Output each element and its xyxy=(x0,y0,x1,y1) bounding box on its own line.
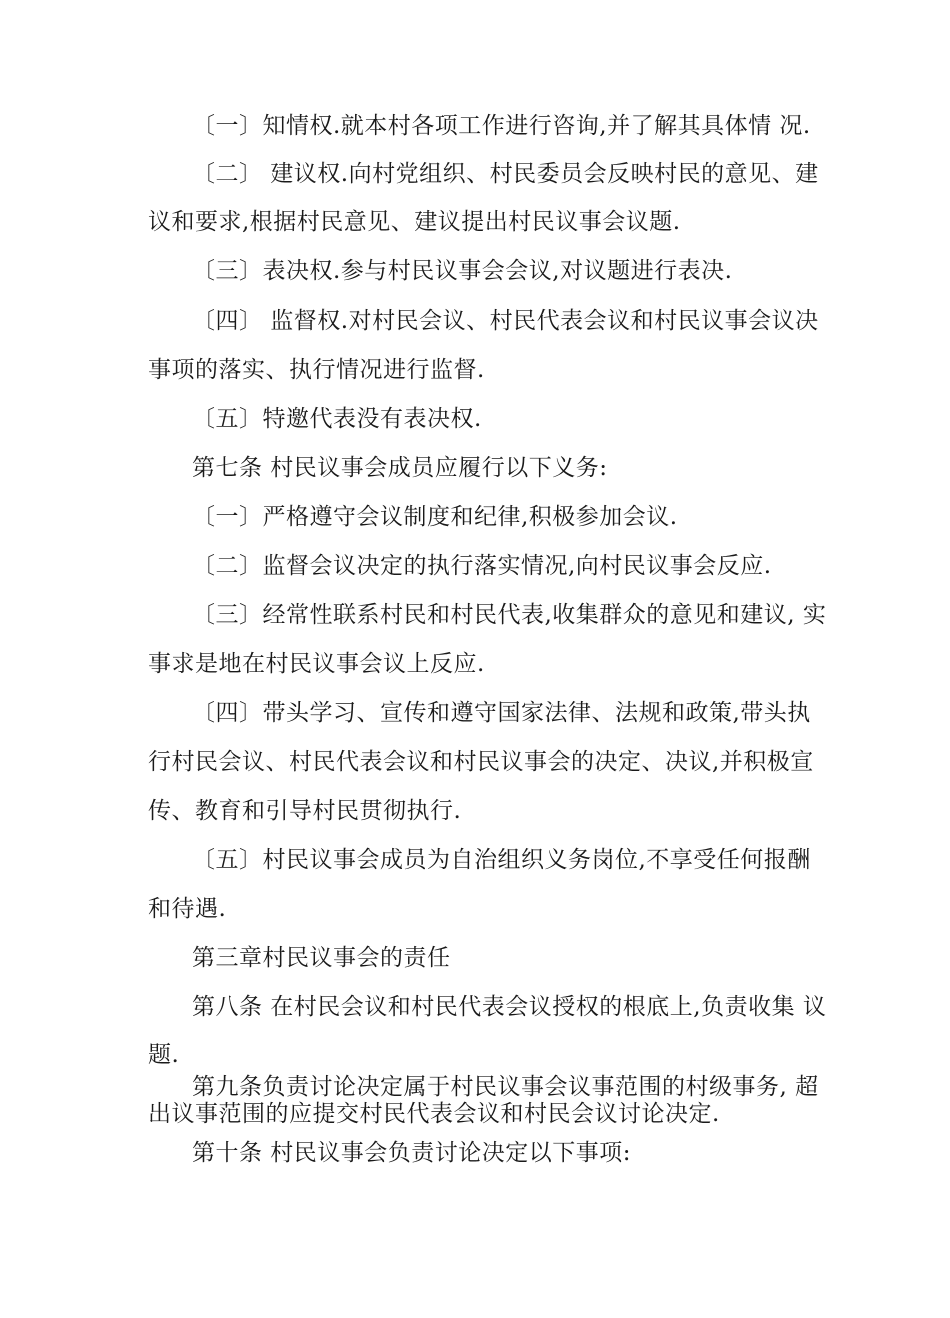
paragraph-line: 事求是地在村民议事会议上反应. xyxy=(148,651,485,677)
paragraph-line: 〔二〕 建议权.向村党组织、村民委员会反映村民的意见、建 xyxy=(192,161,819,187)
paragraph-line: 〔五〕村民议事会成员为自治组织义务岗位,不享受任何报酬 xyxy=(192,847,811,873)
paragraph-line: 〔五〕特邀代表没有表决权. xyxy=(192,406,482,432)
article-heading: 第七条 村民议事会成员应履行以下义务: xyxy=(192,455,608,481)
paragraph-line: 题. xyxy=(148,1042,180,1068)
paragraph-line: 出议事范围的应提交村民代表会议和村民会议讨论决定. xyxy=(148,1101,720,1127)
paragraph-line: 〔三〕经常性联系村民和村民代表,收集群众的意见和建议, 实 xyxy=(192,602,827,628)
article-heading: 第十条 村民议事会负责讨论决定以下事项: xyxy=(192,1140,632,1166)
paragraph-line: 行村民会议、村民代表会议和村民议事会的决定、决议,并积极宣 xyxy=(148,749,814,775)
chapter-heading: 第三章村民议事会的责任 xyxy=(192,945,451,971)
paragraph-line: 传、教育和引导村民贯彻执行. xyxy=(148,798,462,824)
paragraph-line: 〔一〕严格遵守会议制度和纪律,积极参加会议. xyxy=(192,504,678,530)
paragraph-line: 〔四〕 监督权.对村民会议、村民代表会议和村民议事会议决 xyxy=(192,308,819,334)
paragraph-line: 议和要求,根据村民意见、建议提出村民议事会议题. xyxy=(148,209,681,235)
paragraph-line: 〔一〕知情权.就本村各项工作进行咨询,并了解其具体情 况. xyxy=(192,113,811,139)
paragraph-line: 第九条负责讨论决定属于村民议事会议事范围的村级事务, 超 xyxy=(192,1074,819,1100)
paragraph-line: 〔四〕带头学习、宣传和遵守国家法律、法规和政策,带头执 xyxy=(192,700,811,726)
paragraph-line: 第八条 在村民会议和村民代表会议授权的根底上,负责收集 议 xyxy=(192,994,827,1020)
paragraph-line: 〔二〕监督会议决定的执行落实情况,向村民议事会反应. xyxy=(192,553,772,579)
paragraph-line: 和待遇. xyxy=(148,896,227,922)
paragraph-line: 〔三〕表决权.参与村民议事会会议,对议题进行表决. xyxy=(192,258,733,284)
paragraph-line: 事项的落实、执行情况进行监督. xyxy=(148,357,485,383)
